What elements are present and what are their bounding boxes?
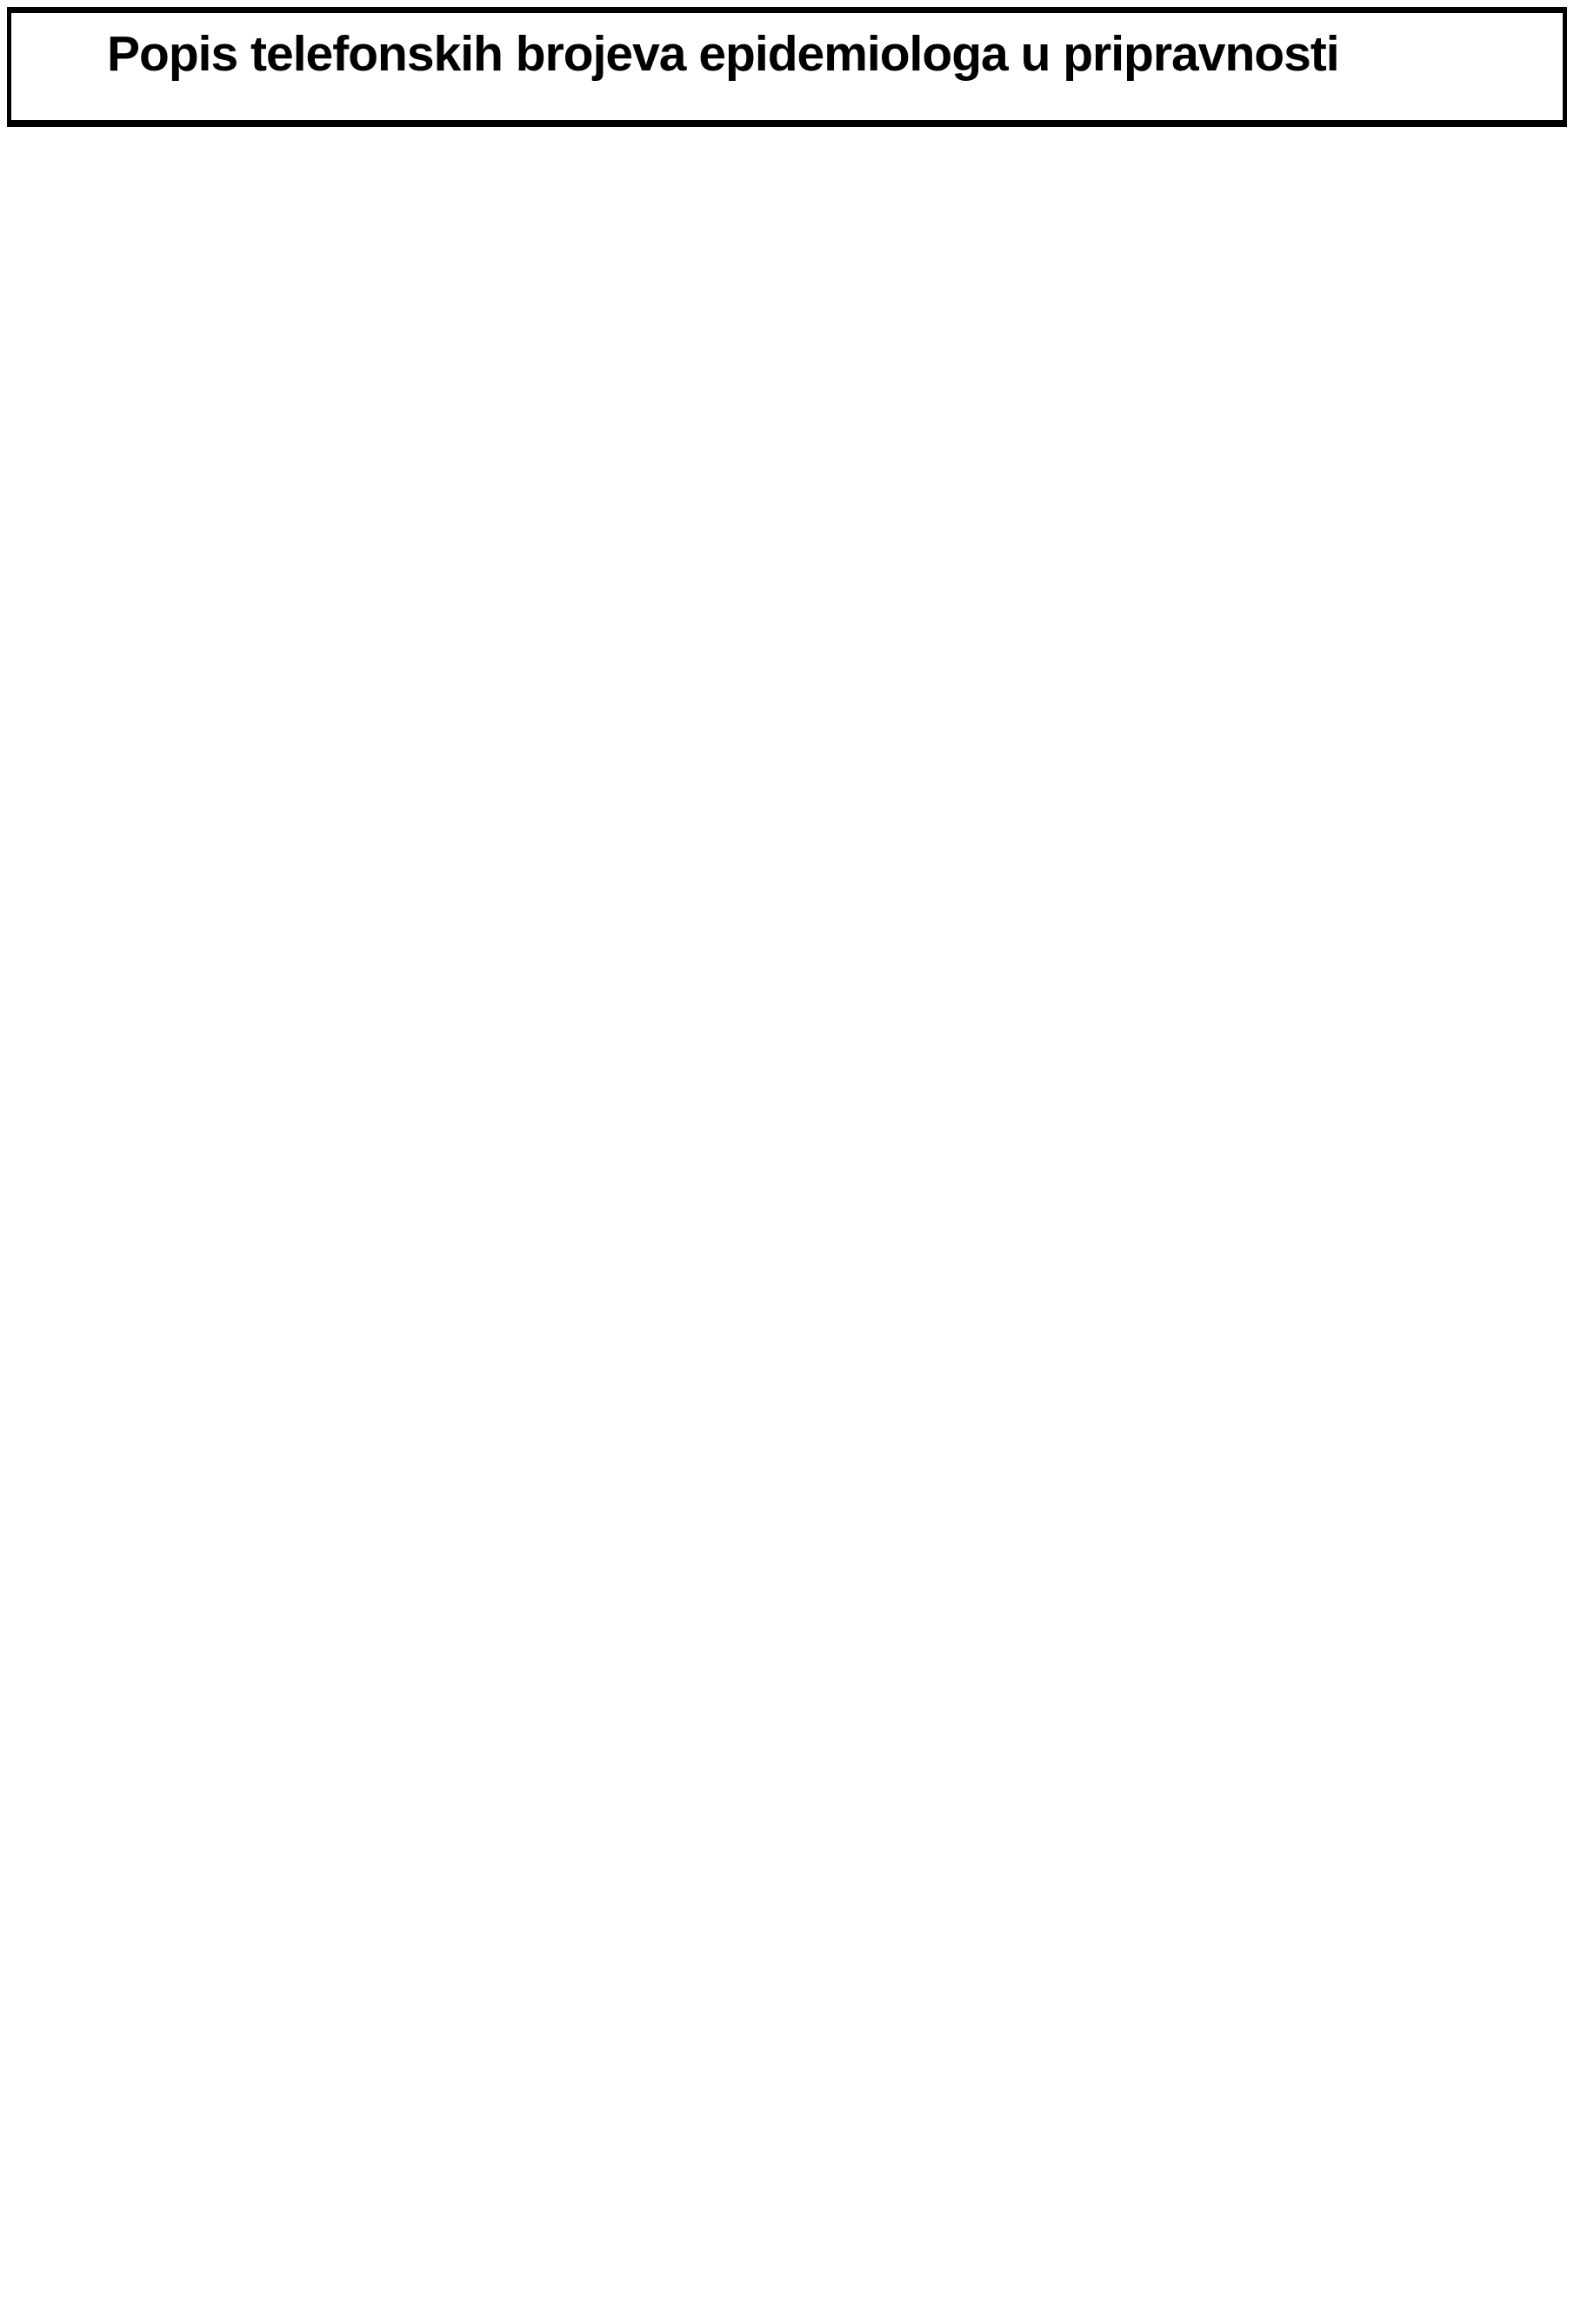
title-row	[10, 10, 1565, 124]
phone-table-body	[10, 10, 1565, 124]
phone-table	[7, 7, 1567, 127]
page-title: Popis telefonskih brojeva epidemiologa u pripravnosti	[10, 10, 1565, 124]
